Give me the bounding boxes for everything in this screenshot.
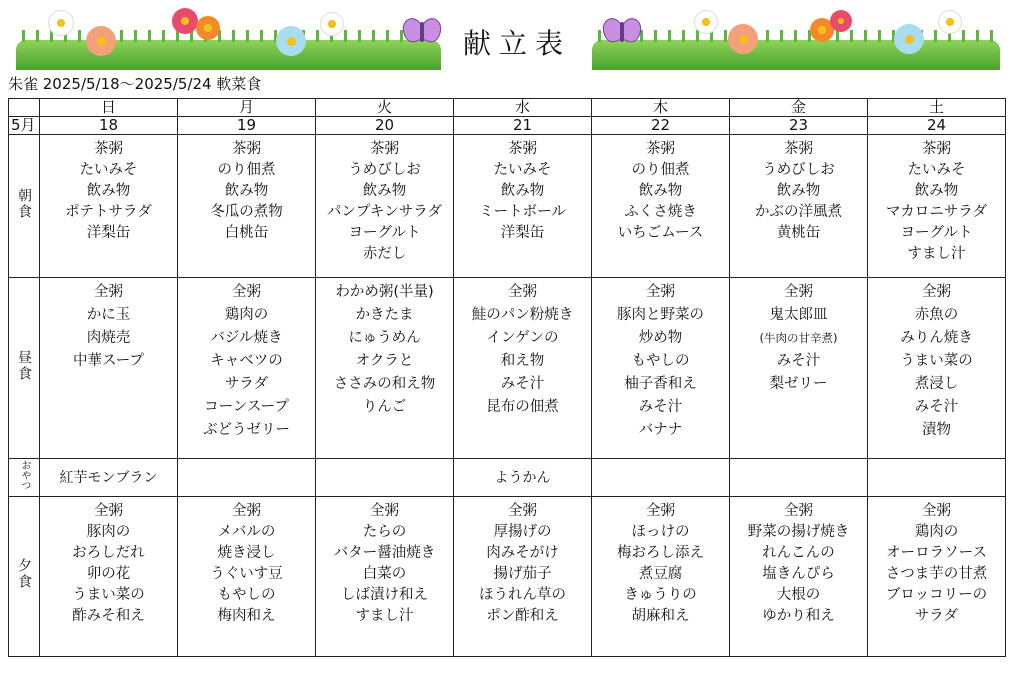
menu-item: 全粥: [922, 284, 951, 300]
menu-item: バター醤油焼き: [333, 545, 436, 561]
lunch-cell: [730, 278, 868, 459]
menu-item: 中華スープ: [72, 353, 145, 369]
date-cell: 18: [40, 117, 178, 135]
menu-item: 全粥: [370, 503, 399, 519]
lunch-cell: [592, 278, 730, 459]
date-cell: 23: [730, 117, 868, 135]
menu-item: バジル焼き: [210, 330, 283, 346]
date-row: [9, 117, 1006, 135]
date-cell: 22: [592, 117, 730, 135]
snack-cell: [178, 459, 316, 497]
lunch-cell: [316, 278, 454, 459]
menu-item: ささみの和え物: [333, 376, 436, 392]
menu-item: すまし汁: [355, 608, 414, 624]
butterfly-icon: [402, 14, 442, 48]
menu-item: 茶粥: [646, 141, 675, 157]
menu-item: (牛肉の甘辛煮): [759, 331, 838, 345]
breakfast-label: 朝食: [16, 187, 32, 220]
menu-item: 卯の花: [86, 566, 131, 582]
snack-label: おやつ: [19, 460, 30, 490]
menu-item: 黄桃缶: [776, 225, 821, 241]
menu-item: 塩きんぴら: [762, 566, 835, 582]
menu-item: かに玉: [86, 307, 131, 323]
flower-icon: [86, 26, 116, 56]
menu-item: もやしの: [631, 353, 690, 369]
menu-item: 全粥: [232, 503, 261, 519]
dinner-cell: [178, 497, 316, 657]
menu-item: 梅肉和え: [217, 608, 276, 624]
flower-icon: [938, 10, 962, 34]
menu-item: 赤魚の: [914, 307, 959, 323]
dinner-cell: [868, 497, 1006, 657]
menu-item: みそ汁: [500, 376, 545, 392]
menu-item: 豚肉と野菜の: [617, 307, 704, 323]
menu-item: 白桃缶: [224, 225, 269, 241]
menu-item: りんご: [362, 399, 407, 415]
menu-item: しば漬け和え: [341, 587, 428, 603]
menu-item: ヨーグルト: [900, 225, 973, 241]
flower-icon: [694, 10, 718, 34]
menu-item: 鮭のパン粉焼き: [471, 307, 574, 323]
weekday-cell: 土: [868, 99, 1006, 117]
menu-item: のり佃煮: [217, 162, 276, 178]
menu-item: みそ汁: [914, 399, 959, 415]
menu-item: 全粥: [508, 284, 537, 300]
menu-item: ミートボール: [479, 204, 566, 220]
menu-item: わかめ粥(半量): [335, 284, 434, 300]
menu-item: もやしの: [217, 587, 276, 603]
menu-item: おろしだれ: [72, 545, 145, 561]
flower-icon: [172, 8, 198, 34]
menu-item: たいみそ: [907, 162, 966, 178]
flower-icon: [48, 10, 74, 36]
breakfast-cell: [592, 135, 730, 278]
corner-cell: [9, 99, 40, 117]
menu-item: 焼き浸し: [217, 545, 276, 561]
menu-item: 肉みそがけ: [486, 545, 559, 561]
menu-item: 野菜の揚げ焼き: [747, 524, 850, 540]
dinner-cell: [316, 497, 454, 657]
weekday-row: [9, 99, 1006, 117]
menu-item: のり佃煮: [631, 162, 690, 178]
menu-item: インゲンの: [486, 330, 559, 346]
menu-item: サラダ: [914, 608, 959, 624]
grass-icon: [592, 40, 1000, 70]
menu-item: 厚揚げの: [493, 524, 552, 540]
flower-icon: [728, 24, 758, 54]
lunch-cell: [40, 278, 178, 459]
menu-item: 茶粥: [370, 141, 399, 157]
menu-item: 全粥: [784, 503, 813, 519]
menu-item: うぐいす豆: [210, 566, 283, 582]
dinner-cell: [730, 497, 868, 657]
menu-item: みりん焼き: [900, 330, 973, 346]
flower-icon: [830, 10, 852, 32]
menu-item: ふくさ焼き: [624, 204, 697, 220]
menu-item: みそ汁: [638, 399, 683, 415]
weekday-cell: 月: [178, 99, 316, 117]
banner: [0, 0, 1024, 74]
menu-item: うまい菜の: [72, 587, 145, 603]
menu-item: 洋梨缶: [500, 225, 545, 241]
menu-item: にゅうめん: [348, 330, 421, 346]
menu-item: 赤だし: [362, 246, 407, 262]
date-cell: 24: [868, 117, 1006, 135]
snack-cell: [730, 459, 868, 497]
menu-item: サラダ: [224, 376, 269, 392]
snack-cell: 紅芋モンブラン: [40, 459, 178, 497]
menu-item: 茶粥: [508, 141, 537, 157]
month-label: 5月: [9, 117, 40, 135]
menu-item: 鶏肉の: [914, 524, 959, 540]
menu-item: キャベツの: [210, 353, 283, 369]
breakfast-cell: [316, 135, 454, 278]
menu-item: 全粥: [508, 503, 537, 519]
snack-cell: [868, 459, 1006, 497]
weekday-cell: 金: [730, 99, 868, 117]
menu-item: 白菜の: [362, 566, 407, 582]
flower-icon: [320, 12, 344, 36]
menu-item: いちごムース: [617, 225, 704, 241]
menu-item: 飲み物: [914, 183, 959, 199]
weekday-cell: 日: [40, 99, 178, 117]
menu-item: 茶粥: [94, 141, 123, 157]
menu-item: 全粥: [922, 503, 951, 519]
breakfast-cell: [178, 135, 316, 278]
flower-icon: [196, 16, 220, 40]
menu-item: れんこんの: [762, 545, 835, 561]
menu-item: ゆかり和え: [762, 608, 835, 624]
menu-item: 全粥: [232, 284, 261, 300]
menu-item: 飲み物: [224, 183, 269, 199]
menu-item: 鶏肉の: [224, 307, 269, 323]
menu-item: 飲み物: [776, 183, 821, 199]
menu-item: 肉焼売: [86, 330, 131, 346]
breakfast-cell: [40, 135, 178, 278]
menu-item: ほっけの: [631, 524, 690, 540]
dinner-cell: [454, 497, 592, 657]
menu-item: うまい菜の: [900, 353, 973, 369]
menu-item: さつま芋の甘煮: [885, 566, 988, 582]
menu-item: ぶどうゼリー: [203, 422, 290, 438]
breakfast-cell: [454, 135, 592, 278]
menu-item: 煮浸し: [914, 376, 959, 392]
menu-item: すまし汁: [907, 246, 966, 262]
breakfast-cell: [868, 135, 1006, 278]
menu-item: ヨーグルト: [348, 225, 421, 241]
snack-cell: ようかん: [454, 459, 592, 497]
menu-item: たいみそ: [79, 162, 138, 178]
menu-item: 大根の: [776, 587, 821, 603]
menu-item: 煮豆腐: [638, 566, 683, 582]
flower-icon: [894, 24, 924, 54]
dinner-cell: [592, 497, 730, 657]
menu-item: ポン酢和え: [486, 608, 559, 624]
menu-item: 梅おろし添え: [617, 545, 704, 561]
menu-item: 揚げ茄子: [493, 566, 552, 582]
menu-item: 胡麻和え: [631, 608, 690, 624]
menu-item: 茶粥: [232, 141, 261, 157]
menu-item: 鬼太郎皿: [769, 307, 828, 323]
snack-row: [9, 459, 1006, 497]
menu-item: 柚子香和え: [624, 376, 697, 392]
menu-item: たらの: [362, 524, 407, 540]
menu-item: ブロッコリーの: [885, 587, 988, 603]
menu-item: 梨ゼリー: [769, 376, 828, 392]
lunch-cell: [868, 278, 1006, 459]
menu-item: かぶの洋風煮: [755, 204, 842, 220]
menu-item: 酢みそ和え: [72, 608, 145, 624]
menu-item: オーロラソース: [886, 545, 987, 561]
menu-item: 飲み物: [500, 183, 545, 199]
menu-item: 飲み物: [362, 183, 407, 199]
page-title: 献立表: [463, 27, 572, 60]
menu-item: 豚肉の: [86, 524, 131, 540]
menu-item: オクラと: [355, 353, 414, 369]
date-cell: 19: [178, 117, 316, 135]
date-cell: 20: [316, 117, 454, 135]
menu-item: 飲み物: [638, 183, 683, 199]
menu-item: ほうれん草の: [479, 587, 566, 603]
menu-item: ポテトサラダ: [65, 204, 152, 220]
menu-item: かきたま: [355, 307, 414, 323]
menu-item: うめびしお: [348, 162, 421, 178]
snack-cell: [316, 459, 454, 497]
menu-item: マカロニサラダ: [885, 204, 988, 220]
lunch-label: 昼食: [16, 349, 32, 382]
date-cell: 21: [454, 117, 592, 135]
menu-table: [8, 98, 1006, 657]
menu-item: 和え物: [500, 353, 545, 369]
menu-item: 全粥: [94, 284, 123, 300]
menu-item: バナナ: [638, 422, 683, 438]
menu-item: メバルの: [217, 524, 276, 540]
menu-item: 茶粥: [922, 141, 951, 157]
weekday-cell: 火: [316, 99, 454, 117]
lunch-row: [9, 278, 1006, 459]
menu-item: 漬物: [922, 422, 951, 438]
menu-item: 全粥: [784, 284, 813, 300]
menu-item: 飲み物: [86, 183, 131, 199]
snack-cell: [592, 459, 730, 497]
butterfly-icon: [602, 14, 642, 48]
flower-icon: [276, 26, 306, 56]
dinner-label: 夕食: [16, 558, 32, 590]
weekday-cell: 木: [592, 99, 730, 117]
breakfast-cell: [730, 135, 868, 278]
menu-item: 全粥: [646, 284, 675, 300]
menu-item: みそ汁: [776, 353, 821, 369]
page-subtitle: 朱雀 2025/5/18～2025/5/24 軟菜食: [8, 75, 262, 93]
dinner-row: [9, 497, 1006, 657]
dinner-cell: [40, 497, 178, 657]
menu-item: うめびしお: [762, 162, 835, 178]
lunch-cell: [454, 278, 592, 459]
menu-item: パンプキンサラダ: [326, 204, 443, 220]
menu-item: 茶粥: [784, 141, 813, 157]
menu-item: 昆布の佃煮: [486, 399, 559, 415]
menu-item: 全粥: [94, 503, 123, 519]
menu-item: 炒め物: [638, 330, 683, 346]
grass-icon: [16, 40, 441, 70]
menu-item: 全粥: [646, 503, 675, 519]
menu-item: コーンスープ: [204, 399, 289, 415]
menu-item: たいみそ: [493, 162, 552, 178]
breakfast-row: [9, 135, 1006, 278]
menu-item: 洋梨缶: [86, 225, 131, 241]
weekday-cell: 水: [454, 99, 592, 117]
menu-item: きゅうりの: [624, 587, 697, 603]
menu-item: 冬瓜の煮物: [210, 204, 283, 220]
lunch-cell: [178, 278, 316, 459]
